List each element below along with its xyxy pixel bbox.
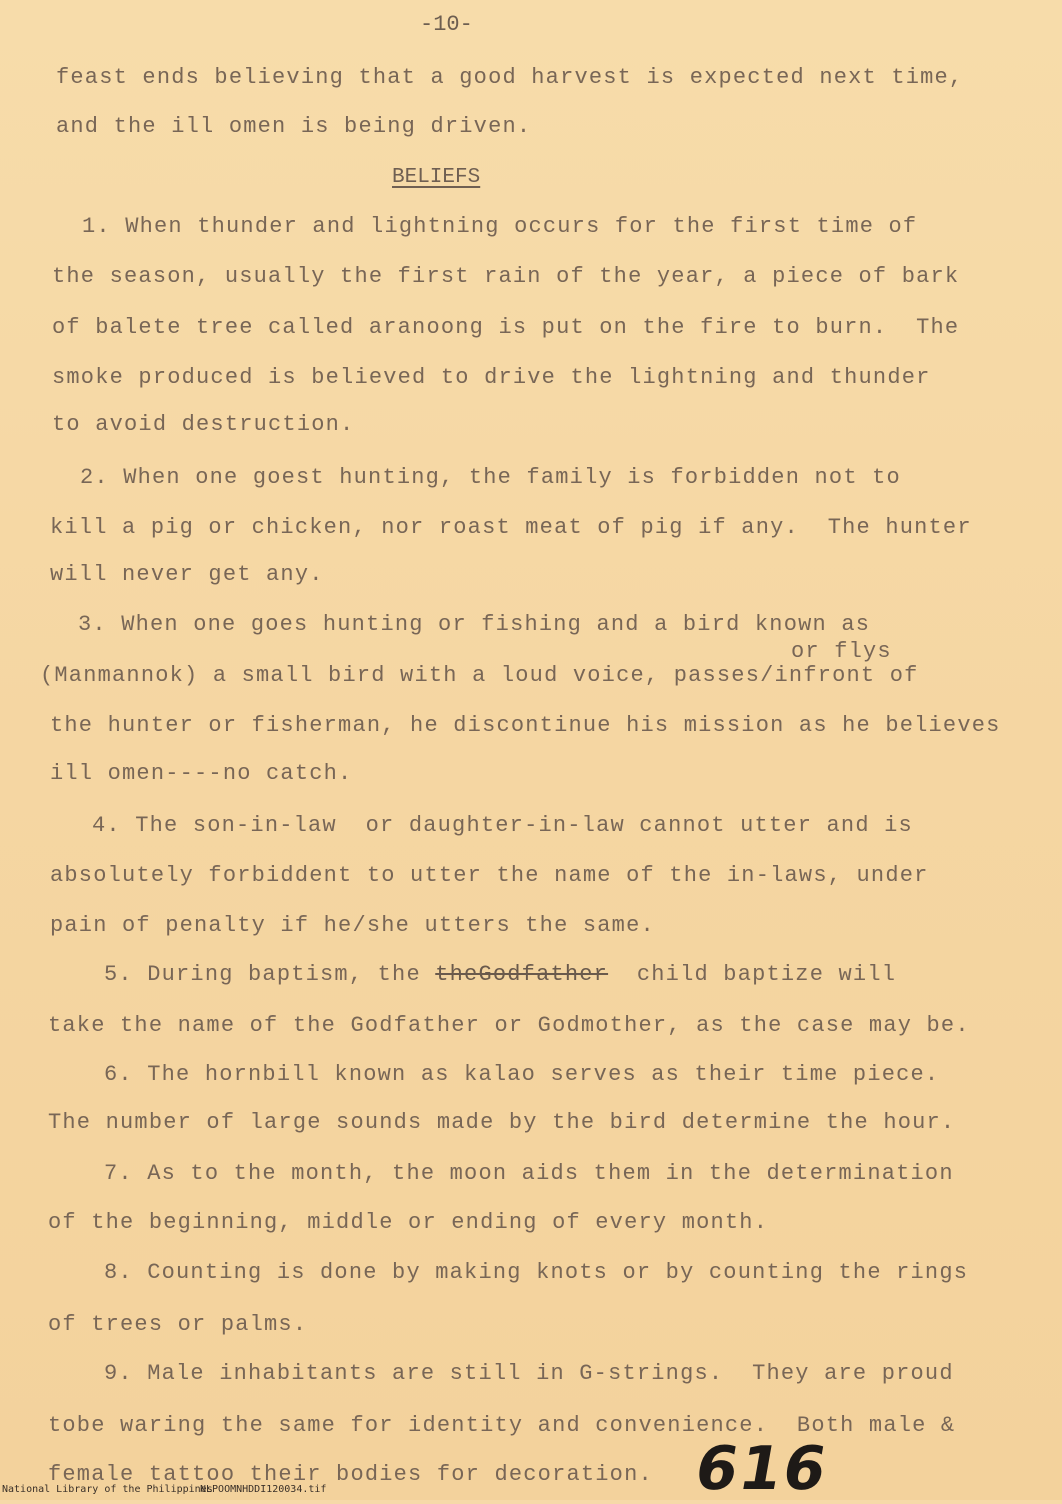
belief-5-text: child baptize will: [608, 962, 897, 987]
struck-out-text: theGodfather: [435, 962, 609, 987]
belief-3-line: ill omen----no catch.: [50, 761, 353, 786]
belief-4-line: pain of penalty if he/she utters the same.: [50, 913, 655, 938]
belief-1-line: smoke produced is believed to drive the lightning and thunder: [52, 365, 931, 390]
belief-2-line: 2. When one goest hunting, the family is forbidden not to: [80, 465, 901, 490]
belief-7-line: of the beginning, middle or ending of every month.: [48, 1210, 769, 1235]
belief-9-line: 9. Male inhabitants are still in G-strings. They are proud: [104, 1361, 954, 1386]
belief-3-line: 3. When one goes hunting or fishing and a bird known as: [78, 612, 871, 637]
belief-3-line: (Manmannok) a small bird with a loud voice, passes/infront of: [40, 663, 919, 688]
intro-line: feast ends believing that a good harvest is expected next time,: [56, 65, 964, 90]
belief-7-line: 7. As to the month, the moon aids them in the determination: [104, 1161, 954, 1186]
page-number: -10-: [420, 12, 473, 37]
belief-2-line: kill a pig or chicken, nor roast meat of pig if any. The hunter: [50, 515, 972, 540]
belief-4-line: absolutely forbiddent to utter the name of the in-laws, under: [50, 863, 929, 888]
belief-2-line: will never get any.: [50, 562, 324, 587]
section-heading: BELIEFS: [392, 166, 481, 189]
belief-6-line: The number of large sounds made by the bird determine the hour.: [48, 1110, 956, 1135]
belief-4-line: 4. The son-in-law or daughter-in-law cannot utter and is: [92, 813, 913, 838]
belief-9-line: tobe waring the same for identity and convenience. Both male &: [48, 1413, 956, 1438]
belief-1-line: to avoid destruction.: [52, 412, 355, 437]
footer-file-name: NLPOOMNHDDI120034.tif: [200, 1484, 327, 1495]
belief-8-line: 8. Counting is done by making knots or by counting the rings: [104, 1260, 969, 1285]
intro-line: and the ill omen is being driven.: [56, 114, 532, 139]
belief-3-line: the hunter or fisherman, he discontinue his mission as he believes: [50, 713, 1001, 738]
footer-library-credit: National Library of the Philippines: [2, 1484, 213, 1495]
belief-5-text: 5. During baptism, the: [104, 962, 436, 987]
belief-5-line: [104, 963, 896, 987]
belief-5-line: take the name of the Godfather or Godmother, as the case may be.: [48, 1013, 970, 1038]
belief-1-line: 1. When thunder and lightning occurs for the first time of: [82, 214, 918, 239]
belief-8-line: of trees or palms.: [48, 1312, 308, 1337]
belief-1-line: the season, usually the first rain of the year, a piece of bark: [52, 264, 960, 289]
belief-6-line: 6. The hornbill known as kalao serves as their time piece.: [104, 1062, 940, 1087]
belief-3-insertion: or flys: [791, 639, 892, 664]
handwritten-page-number: 616: [689, 1434, 834, 1504]
belief-9-line: female tattoo their bodies for decoration.: [48, 1462, 653, 1487]
belief-1-line: of balete tree called aranoong is put on the fire to burn. The: [52, 315, 960, 340]
